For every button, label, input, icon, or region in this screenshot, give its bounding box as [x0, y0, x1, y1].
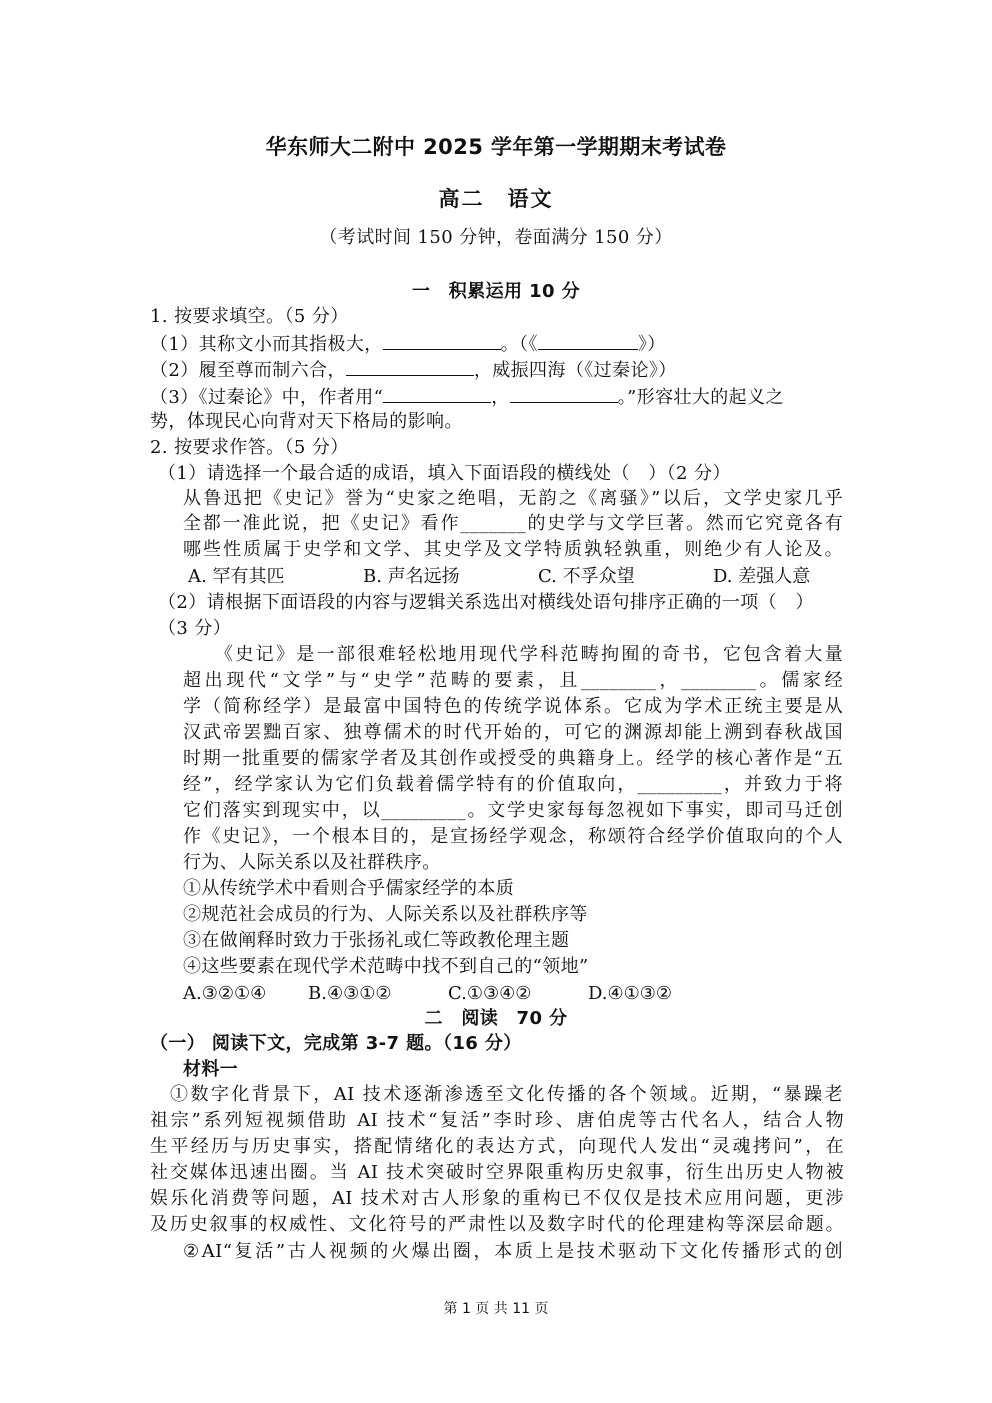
exam-title: 华东师大二附中 2025 学年第一学期期末考试卷: [265, 135, 727, 159]
material-label: 材料一: [183, 1059, 239, 1080]
q1-line4: 势，体现民心向背对天下格局的影响。: [150, 411, 463, 432]
q1-line1-text: 。（《: [500, 334, 538, 355]
q2-part2-line: 作《史记》，一个根本目的，是宣扬经学观念，称颂符合经学价值取向的个人: [183, 826, 843, 847]
section1-heading: 一 积累运用 10 分: [412, 281, 580, 302]
q2-part2-line: 经”，经学家认为它们负载着儒学特有的价值取向，_________，并致力于将: [183, 774, 843, 795]
subject-title: 高二 语文: [438, 187, 554, 211]
paragraph-line: 祖宗”系列短视频借助 AI 技术“复活”李时珍、唐伯虎等古代名人，结合人物: [150, 1110, 844, 1131]
q2-part1-line: 从鲁迅把《史记》誉为“史家之绝唱，无韵之《离骚》”以后，文学史家几乎: [183, 488, 843, 509]
q1-stem: 1. 按要求填空。（5 分）: [150, 306, 349, 327]
q2-part2-line: 它们落实到现实中，以_________。文学史家每每忽视如下事实，即司马迁创: [183, 800, 843, 821]
option-d: D.④①③②: [588, 983, 673, 1004]
q2-part1-line: 全都一准此说，把《史记》看作_______的史学与文学巨著。然而它究竟各有: [183, 513, 843, 534]
q1-line1-text: 》）: [637, 334, 666, 355]
q1-line3-text: （3）《过秦论》中，作者用“: [150, 387, 384, 408]
page-number: 第 1 页 共 11 页: [443, 1301, 549, 1317]
option-a: A. 罕有其匹: [188, 566, 285, 587]
paragraph-line: 生平经历与历史事实，搭配情绪化的表达方式，向现代人发出“灵魂拷问”，在: [150, 1136, 844, 1157]
q1-line3: [150, 384, 784, 410]
paragraph-line: ②AI“复活”古人视频的火爆出圈，本质上是技术驱动下文化传播形式的创: [183, 1241, 843, 1262]
q1-line3-text: 。”形容壮大的起义之: [617, 387, 784, 408]
exam-note: （考试时间 150 分钟，卷面满分 150 分）: [319, 227, 673, 248]
q2-part2-line: 《史记》是一部很难轻松地用现代学科范畴拘囿的奇书，它包含着大量: [215, 644, 843, 665]
option-b: B.④③①②: [308, 983, 392, 1004]
option-c: C.①③④②: [448, 983, 532, 1004]
q1-line2-text: （2）履至尊而制六合，: [150, 360, 346, 381]
option-a: A.③②①④: [183, 983, 267, 1004]
q1-line2-text: ，威振四海（《过秦论》）: [473, 360, 677, 381]
q2-part2-line: 行为、人际关系以及社群秩序。: [183, 852, 441, 873]
sentence-item: ③在做阐释时致力于张扬礼或仁等政教伦理主题: [183, 930, 570, 951]
q2-part1-stem: （1）请选择一个最合适的成语，填入下面语段的横线处（ ）（2 分）: [158, 463, 731, 484]
reading-part1-heading: （一） 阅读下文，完成第 3-7 题。（16 分）: [150, 1033, 522, 1054]
option-b: B. 声名远扬: [363, 566, 460, 587]
fill-blank[interactable]: [538, 331, 638, 350]
q2-stem: 2. 按要求作答。（5 分）: [150, 437, 349, 458]
q2-part1-line: 哪些性质属于史学和文学、其史学及文学特质孰轻孰重，则绝少有人论及。: [183, 539, 843, 560]
q1-line3-text: ，: [491, 387, 510, 408]
option-c: C. 不孚众望: [538, 566, 635, 587]
fill-blank[interactable]: [510, 384, 618, 403]
sentence-item: ①从传统学术中看则合乎儒家经学的本质: [183, 878, 515, 899]
option-d: D. 差强人意: [713, 566, 811, 587]
q2-part2-stem: （2）请根据下面语段的内容与逻辑关系选出对横线处语句排序正确的一项（ ）: [158, 592, 814, 613]
sentence-item: ②规范社会成员的行为、人际关系以及社群秩序等: [183, 904, 588, 925]
paragraph-line: 及历史叙事的权威性、文化符号的严肃性以及数字时代的伦理建构等深层命题。: [150, 1214, 844, 1235]
paragraph-line: 社交媒体迅速出圈。当 AI 技术突破时空界限重构历史叙事，衍生出历史人物被: [150, 1162, 844, 1183]
q2-part2-line: 汉武帝罢黜百家、独尊儒术的时代开始的，可它的渊源却能上溯到春秋战国: [183, 722, 843, 743]
fill-blank[interactable]: [383, 331, 501, 350]
sentence-item: ④这些要素在现代学术范畴中找不到自己的“领地”: [183, 956, 589, 977]
q2-part2-line: 超出现代“文学”与“史学”范畴的要素，且________，________。儒家经: [183, 670, 843, 691]
fill-blank[interactable]: [346, 357, 474, 376]
q2-part2-score: （3 分）: [158, 618, 232, 639]
q2-part2-line: 时期一批重要的儒家学者及其创作或授受的典籍身上。经学的核心著作是“五: [183, 748, 843, 769]
q1-line2: [150, 357, 677, 383]
paragraph-line: ①数字化背景下，AI 技术逐渐渗透至文化传播的各个领域。近期，“暴躁老: [170, 1084, 843, 1105]
q1-line1-text: （1）其称文小而其指极大，: [150, 334, 383, 355]
paragraph-line: 娱乐化消费等问题，AI 技术对古人形象的重构已不仅仅是技术应用问题，更涉: [150, 1188, 844, 1209]
q1-line1: [150, 331, 666, 357]
section2-heading: 二 阅读 70 分: [424, 1008, 568, 1029]
fill-blank[interactable]: [383, 384, 491, 403]
q2-part2-line: 学（简称经学）是最富中国特色的传统学说体系。它成为学术正统主要是从: [183, 696, 843, 717]
